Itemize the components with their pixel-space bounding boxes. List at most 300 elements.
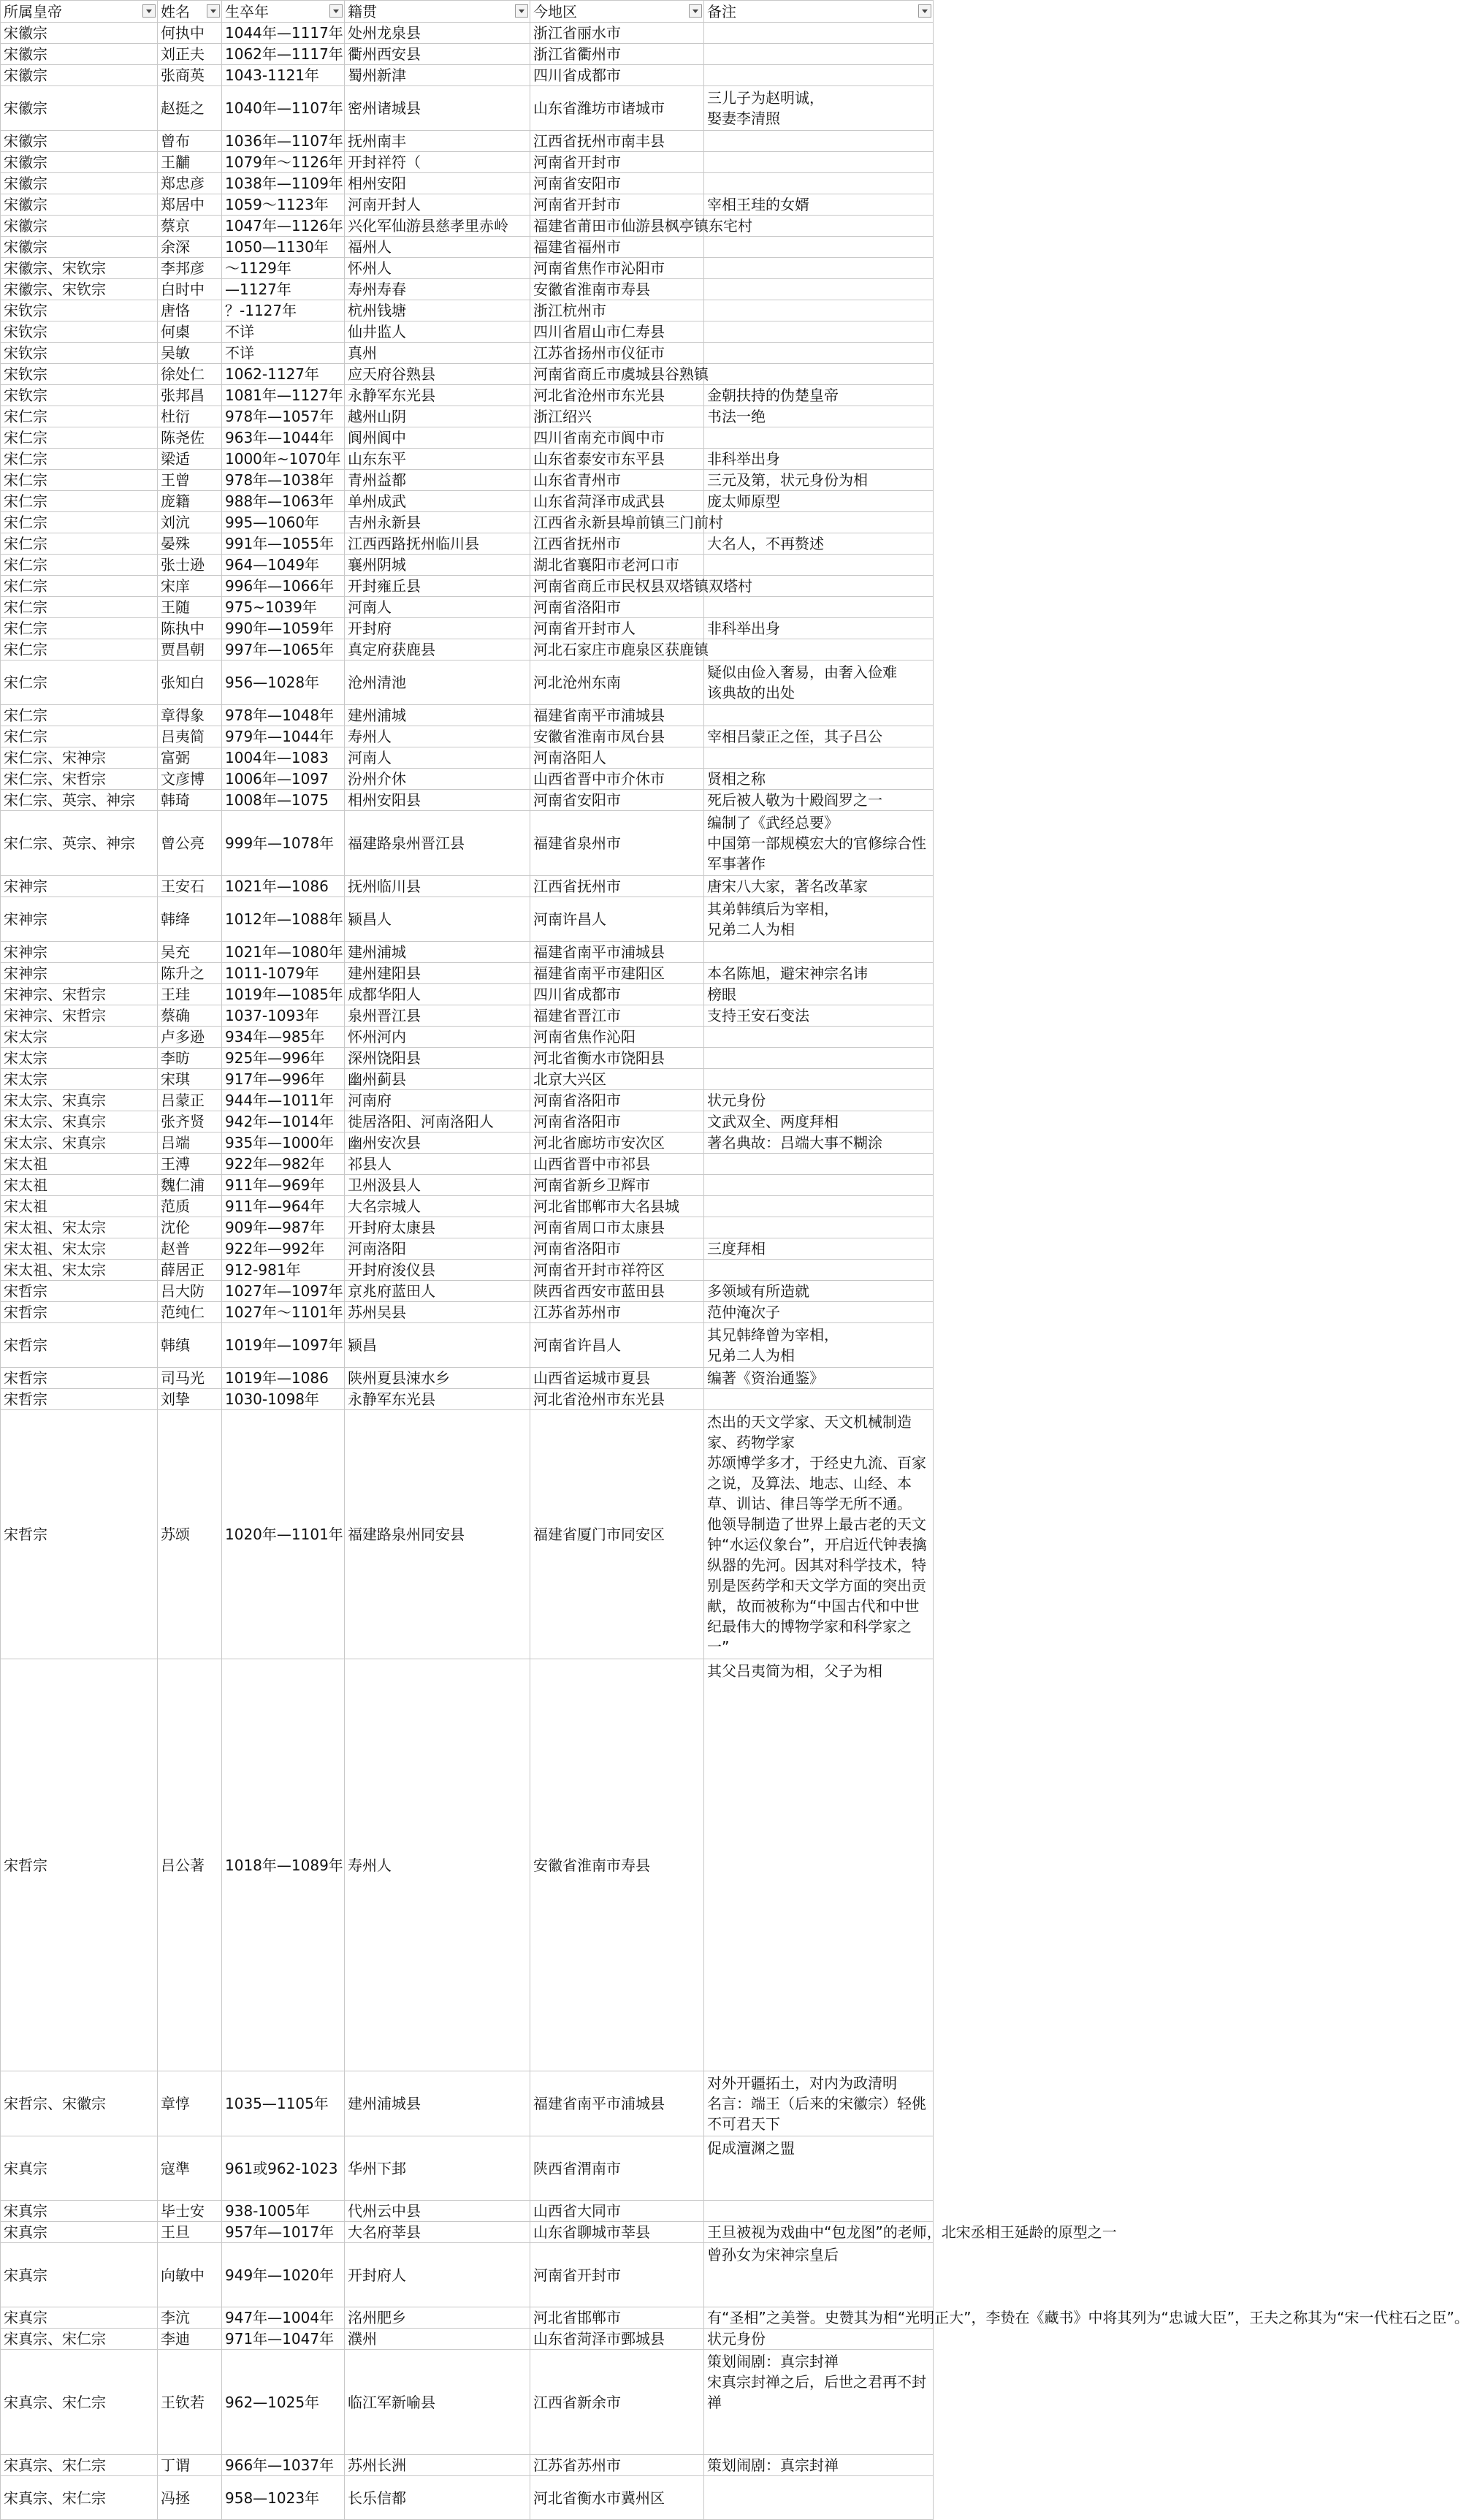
table-row[interactable]	[1, 2071, 934, 2136]
cell-hometown[interactable]: 颍昌	[345, 1323, 530, 1368]
cell-modern-region[interactable]: 河南洛阳人	[530, 747, 704, 769]
filter-dropdown-icon[interactable]	[689, 4, 702, 18]
cell-emperor[interactable]: 宋钦宗	[1, 385, 158, 406]
cell-name[interactable]: 吕公著	[158, 1659, 222, 2071]
cell-hometown[interactable]: 沧州清池	[345, 661, 530, 705]
cell-emperor[interactable]: 宋钦宗	[1, 300, 158, 321]
cell-hometown[interactable]: 洺州肥乡	[345, 2307, 530, 2329]
table-row[interactable]	[1, 86, 934, 131]
cell-remarks[interactable]	[704, 2476, 934, 2520]
cell-modern-region[interactable]: 河北省沧州市东光县	[530, 385, 704, 406]
cell-lifespan[interactable]: 958—1023年	[222, 2476, 345, 2520]
cell-modern-region[interactable]: 山西省晋中市祁县	[530, 1154, 704, 1175]
table-row[interactable]	[1, 2201, 934, 2222]
cell-lifespan[interactable]: 947年—1004年	[222, 2307, 345, 2329]
cell-name[interactable]: 张邦昌	[158, 385, 222, 406]
cell-lifespan[interactable]: 1011-1079年	[222, 963, 345, 984]
cell-remarks[interactable]	[704, 1069, 934, 1090]
cell-lifespan[interactable]: 944年—1011年	[222, 1090, 345, 1111]
cell-modern-region[interactable]: 浙江杭州市	[530, 300, 704, 321]
cell-emperor[interactable]: 宋神宗	[1, 963, 158, 984]
cell-emperor[interactable]: 宋真宗	[1, 2201, 158, 2222]
cell-emperor[interactable]: 宋哲宗	[1, 1302, 158, 1323]
cell-hometown[interactable]: 开封府太康县	[345, 1217, 530, 1238]
cell-modern-region[interactable]: 江西省永新县埠前镇三门前村	[530, 512, 704, 533]
cell-name[interactable]: 蔡京	[158, 216, 222, 237]
cell-emperor[interactable]: 宋哲宗	[1, 1368, 158, 1389]
table-row[interactable]	[1, 1260, 934, 1281]
cell-modern-region[interactable]: 四川省眉山市仁寿县	[530, 321, 704, 343]
cell-name[interactable]: 范纯仁	[158, 1302, 222, 1323]
cell-remarks[interactable]	[704, 555, 934, 576]
filter-dropdown-icon[interactable]	[515, 4, 528, 18]
cell-remarks[interactable]: 非科举出身	[704, 449, 934, 470]
cell-name[interactable]: 郑居中	[158, 194, 222, 216]
cell-modern-region[interactable]: 河南许昌人	[530, 897, 704, 942]
cell-name[interactable]: 曾公亮	[158, 811, 222, 876]
cell-remarks[interactable]: 文武双全、两度拜相	[704, 1111, 934, 1133]
cell-hometown[interactable]: 寿州寿春	[345, 279, 530, 300]
cell-lifespan[interactable]: 963年—1044年	[222, 427, 345, 449]
cell-lifespan[interactable]: 934年—985年	[222, 1027, 345, 1048]
cell-emperor[interactable]: 宋徽宗	[1, 194, 158, 216]
cell-modern-region[interactable]: 陕西省西安市蓝田县	[530, 1281, 704, 1302]
table-row[interactable]	[1, 1027, 934, 1048]
cell-name[interactable]: 宋庠	[158, 576, 222, 597]
cell-name[interactable]: 蔡确	[158, 1005, 222, 1027]
cell-remarks[interactable]	[704, 1389, 934, 1410]
cell-lifespan[interactable]: 1044年—1117年	[222, 23, 345, 44]
cell-remarks[interactable]	[704, 300, 934, 321]
cell-remarks[interactable]	[704, 1323, 934, 1368]
cell-emperor[interactable]: 宋太宗	[1, 1048, 158, 1069]
cell-name[interactable]: 张知白	[158, 661, 222, 705]
cell-hometown[interactable]: 苏州长洲	[345, 2455, 530, 2476]
cell-lifespan[interactable]: —1127年	[222, 279, 345, 300]
table-row[interactable]	[1, 897, 934, 942]
cell-name[interactable]: 毕士安	[158, 2201, 222, 2222]
cell-emperor[interactable]: 宋仁宗	[1, 406, 158, 427]
table-row[interactable]	[1, 1410, 934, 1659]
cell-lifespan[interactable]: 971年—1047年	[222, 2329, 345, 2350]
cell-hometown[interactable]: 越州山阴	[345, 406, 530, 427]
cell-emperor[interactable]: 宋真宗、宋仁宗	[1, 2329, 158, 2350]
table-row[interactable]	[1, 1389, 934, 1410]
cell-modern-region[interactable]: 江西省抚州市	[530, 876, 704, 897]
cell-modern-region[interactable]: 北京大兴区	[530, 1069, 704, 1090]
cell-hometown[interactable]: 吉州永新县	[345, 512, 530, 533]
cell-remarks[interactable]: 编著《资治通鉴》	[704, 1368, 934, 1389]
cell-remarks[interactable]: 宰相吕蒙正之侄，其子吕公	[704, 726, 934, 747]
cell-name[interactable]: 徐处仁	[158, 364, 222, 385]
cell-hometown[interactable]: 大名宗城人	[345, 1196, 530, 1217]
cell-hometown[interactable]: 长乐信都	[345, 2476, 530, 2520]
cell-name[interactable]: 司马光	[158, 1368, 222, 1389]
cell-hometown[interactable]: 福建路泉州晋江县	[345, 811, 530, 876]
cell-emperor[interactable]: 宋哲宗、宋徽宗	[1, 2071, 158, 2136]
table-row[interactable]	[1, 1217, 934, 1238]
cell-emperor[interactable]: 宋徽宗	[1, 23, 158, 44]
cell-lifespan[interactable]: 942年—1014年	[222, 1111, 345, 1133]
table-row[interactable]	[1, 1196, 934, 1217]
cell-emperor[interactable]: 宋徽宗	[1, 131, 158, 152]
cell-name[interactable]: 李迪	[158, 2329, 222, 2350]
cell-modern-region[interactable]: 河南省周口市太康县	[530, 1217, 704, 1238]
cell-hometown[interactable]: 仙井监人	[345, 321, 530, 343]
cell-modern-region[interactable]: 福建省晋江市	[530, 1005, 704, 1027]
cell-emperor[interactable]: 宋神宗	[1, 876, 158, 897]
cell-hometown[interactable]: 河南人	[345, 597, 530, 618]
cell-name[interactable]: 吴敏	[158, 343, 222, 364]
cell-name[interactable]: 李邦彦	[158, 258, 222, 279]
table-row[interactable]	[1, 300, 934, 321]
column-header-name[interactable]: 姓名	[158, 1, 222, 23]
table-row[interactable]	[1, 1281, 934, 1302]
cell-name[interactable]: 吕蒙正	[158, 1090, 222, 1111]
cell-lifespan[interactable]: 1018年—1089年	[222, 1659, 345, 2071]
cell-hometown[interactable]: 永静军东光县	[345, 1389, 530, 1410]
cell-modern-region[interactable]: 河南省焦作市沁阳市	[530, 258, 704, 279]
cell-emperor[interactable]: 宋太祖	[1, 1175, 158, 1196]
cell-lifespan[interactable]: 1062-1127年	[222, 364, 345, 385]
cell-hometown[interactable]: 兴化军仙游县慈孝里赤岭	[345, 216, 530, 237]
cell-lifespan[interactable]: 961或962-1023	[222, 2136, 345, 2201]
cell-lifespan[interactable]: 978年—1048年	[222, 705, 345, 726]
cell-remarks[interactable]	[704, 897, 934, 942]
cell-emperor[interactable]: 宋徽宗	[1, 44, 158, 65]
cell-remarks[interactable]: 大名人，不再赘述	[704, 533, 934, 555]
cell-name[interactable]: 刘挚	[158, 1389, 222, 1410]
cell-emperor[interactable]: 宋仁宗	[1, 618, 158, 639]
cell-remarks[interactable]	[704, 705, 934, 726]
cell-name[interactable]: 庞籍	[158, 491, 222, 512]
cell-remarks[interactable]: 王旦被视为戏曲中“包龙图”的老师，北宋丞相王延龄的原型之一	[704, 2222, 934, 2243]
cell-emperor[interactable]: 宋徽宗	[1, 173, 158, 194]
cell-emperor[interactable]: 宋真宗	[1, 2307, 158, 2329]
table-row[interactable]	[1, 23, 934, 44]
cell-hometown[interactable]: 单州成武	[345, 491, 530, 512]
cell-emperor[interactable]: 宋徽宗、宋钦宗	[1, 279, 158, 300]
cell-emperor[interactable]: 宋徽宗	[1, 237, 158, 258]
cell-emperor[interactable]: 宋太祖	[1, 1154, 158, 1175]
cell-emperor[interactable]: 宋神宗	[1, 942, 158, 963]
table-row[interactable]	[1, 597, 934, 618]
table-row[interactable]	[1, 44, 934, 65]
cell-name[interactable]: 晏殊	[158, 533, 222, 555]
cell-hometown[interactable]: 河南洛阳	[345, 1238, 530, 1260]
cell-modern-region[interactable]: 福建省南平市建阳区	[530, 963, 704, 984]
cell-modern-region[interactable]: 安徽省淮南市寿县	[530, 279, 704, 300]
cell-hometown[interactable]: 怀州河内	[345, 1027, 530, 1048]
cell-lifespan[interactable]: 956—1028年	[222, 661, 345, 705]
cell-modern-region[interactable]: 河南省商丘市虞城县谷熟镇	[530, 364, 704, 385]
cell-modern-region[interactable]: 浙江绍兴	[530, 406, 704, 427]
cell-modern-region[interactable]: 河南省洛阳市	[530, 1238, 704, 1260]
cell-hometown[interactable]: 成都华阳人	[345, 984, 530, 1005]
table-row[interactable]	[1, 1659, 934, 2071]
cell-modern-region[interactable]: 江苏省苏州市	[530, 2455, 704, 2476]
cell-name[interactable]: 刘沆	[158, 512, 222, 533]
cell-hometown[interactable]: 卫州汲县人	[345, 1175, 530, 1196]
cell-hometown[interactable]: 处州龙泉县	[345, 23, 530, 44]
cell-name[interactable]: 王旦	[158, 2222, 222, 2243]
cell-modern-region[interactable]: 江西省新余市	[530, 2350, 704, 2455]
cell-hometown[interactable]: 深州饶阳县	[345, 1048, 530, 1069]
cell-lifespan[interactable]: 1021年—1080年	[222, 942, 345, 963]
cell-hometown[interactable]: 泉州晋江县	[345, 1005, 530, 1027]
table-row[interactable]	[1, 427, 934, 449]
cell-lifespan[interactable]: 1000年~1070年	[222, 449, 345, 470]
cell-modern-region[interactable]: 河北沧州东南	[530, 661, 704, 705]
cell-emperor[interactable]: 宋哲宗	[1, 1410, 158, 1659]
cell-hometown[interactable]: 怀州人	[345, 258, 530, 279]
cell-hometown[interactable]: 颍昌人	[345, 897, 530, 942]
cell-emperor[interactable]: 宋徽宗	[1, 152, 158, 173]
cell-emperor[interactable]: 宋神宗、宋哲宗	[1, 1005, 158, 1027]
cell-remarks[interactable]	[704, 364, 934, 385]
table-row[interactable]	[1, 2222, 934, 2243]
cell-remarks[interactable]: 其父吕夷简为相，父子为相	[704, 1659, 934, 2071]
column-header-hometown[interactable]: 籍贯	[345, 1, 530, 23]
cell-name[interactable]: 魏仁浦	[158, 1175, 222, 1196]
cell-name[interactable]: 韩绛	[158, 897, 222, 942]
cell-hometown[interactable]: 抚州临川县	[345, 876, 530, 897]
cell-emperor[interactable]: 宋仁宗	[1, 491, 158, 512]
cell-name[interactable]: 苏颂	[158, 1410, 222, 1659]
cell-lifespan[interactable]: 912-981年	[222, 1260, 345, 1281]
cell-remarks[interactable]	[704, 237, 934, 258]
cell-name[interactable]: 王曾	[158, 470, 222, 491]
cell-hometown[interactable]: 襄州阴城	[345, 555, 530, 576]
cell-remarks[interactable]: 有“圣相”之美誉。史赞其为相“光明正大”，李贽在《藏书》中将其列为“忠诚大臣”，王夫之称其为“宋一代柱石之臣”。	[704, 2307, 934, 2329]
cell-hometown[interactable]: 真定府获鹿县	[345, 639, 530, 661]
cell-lifespan[interactable]: 1021年—1086	[222, 876, 345, 897]
cell-remarks[interactable]	[704, 2350, 934, 2455]
cell-remarks[interactable]: 贤相之称	[704, 769, 934, 790]
cell-remarks[interactable]: 庞太师原型	[704, 491, 934, 512]
cell-hometown[interactable]: 密州诸城县	[345, 86, 530, 131]
cell-hometown[interactable]: 开封雍丘县	[345, 576, 530, 597]
cell-remarks[interactable]: 曾孙女为宋神宗皇后	[704, 2243, 934, 2307]
cell-lifespan[interactable]: 1006年—1097	[222, 769, 345, 790]
cell-remarks[interactable]	[704, 2201, 934, 2222]
cell-hometown[interactable]: 永静军东光县	[345, 385, 530, 406]
cell-hometown[interactable]: 相州安阳县	[345, 790, 530, 811]
cell-modern-region[interactable]: 福建省厦门市同安区	[530, 1410, 704, 1659]
cell-lifespan[interactable]: 1004年—1083	[222, 747, 345, 769]
cell-remarks[interactable]	[704, 1410, 934, 1659]
cell-name[interactable]: 富弼	[158, 747, 222, 769]
cell-remarks[interactable]	[704, 44, 934, 65]
cell-hometown[interactable]: 代州云中县	[345, 2201, 530, 2222]
cell-name[interactable]: 韩缜	[158, 1323, 222, 1368]
cell-name[interactable]: 沈伦	[158, 1217, 222, 1238]
cell-modern-region[interactable]: 河南省商丘市民权县双塔镇双塔村	[530, 576, 704, 597]
cell-lifespan[interactable]: 922年—982年	[222, 1154, 345, 1175]
cell-hometown[interactable]: 江西西路抚州临川县	[345, 533, 530, 555]
cell-lifespan[interactable]: 1035—1105年	[222, 2071, 345, 2136]
cell-modern-region[interactable]: 四川省南充市阆中市	[530, 427, 704, 449]
cell-remarks[interactable]	[704, 1196, 934, 1217]
cell-remarks[interactable]	[704, 639, 934, 661]
cell-modern-region[interactable]: 山西省运城市夏县	[530, 1368, 704, 1389]
cell-lifespan[interactable]: 1019年—1085年	[222, 984, 345, 1005]
cell-lifespan[interactable]: 911年—969年	[222, 1175, 345, 1196]
cell-name[interactable]: 吕大防	[158, 1281, 222, 1302]
cell-modern-region[interactable]: 河南省安阳市	[530, 173, 704, 194]
cell-lifespan[interactable]: 1038年—1109年	[222, 173, 345, 194]
cell-lifespan[interactable]: 1062年—1117年	[222, 44, 345, 65]
cell-hometown[interactable]: 徙居洛阳、河南洛阳人	[345, 1111, 530, 1133]
cell-lifespan[interactable]: 966年—1037年	[222, 2455, 345, 2476]
cell-modern-region[interactable]: 江西省抚州市	[530, 533, 704, 555]
cell-modern-region[interactable]: 四川省成都市	[530, 65, 704, 86]
cell-hometown[interactable]: 寿州人	[345, 1659, 530, 2071]
cell-remarks[interactable]	[704, 279, 934, 300]
table-row[interactable]	[1, 876, 934, 897]
cell-name[interactable]: 曾布	[158, 131, 222, 152]
cell-lifespan[interactable]: 1050—1130年	[222, 237, 345, 258]
cell-lifespan[interactable]: 1020年—1101年	[222, 1410, 345, 1659]
cell-remarks[interactable]	[704, 321, 934, 343]
cell-remarks[interactable]	[704, 1217, 934, 1238]
cell-lifespan[interactable]: 1036年—1107年	[222, 131, 345, 152]
cell-remarks[interactable]: 促成澶渊之盟	[704, 2136, 934, 2201]
cell-remarks[interactable]	[704, 811, 934, 876]
cell-emperor[interactable]: 宋太祖	[1, 1196, 158, 1217]
cell-hometown[interactable]: 京兆府蓝田人	[345, 1281, 530, 1302]
column-header-modern-region[interactable]: 今地区	[530, 1, 704, 23]
cell-modern-region[interactable]: 河南省开封市	[530, 2243, 704, 2307]
cell-remarks[interactable]	[704, 258, 934, 279]
cell-remarks[interactable]	[704, 1260, 934, 1281]
table-row[interactable]	[1, 449, 934, 470]
table-row[interactable]	[1, 2329, 934, 2350]
cell-remarks[interactable]: 三元及第，状元身份为相	[704, 470, 934, 491]
cell-modern-region[interactable]: 河南省新乡卫辉市	[530, 1175, 704, 1196]
cell-hometown[interactable]: 幽州蓟县	[345, 1069, 530, 1090]
cell-hometown[interactable]: 真州	[345, 343, 530, 364]
cell-lifespan[interactable]: 978年—1057年	[222, 406, 345, 427]
cell-remarks[interactable]: 书法一绝	[704, 406, 934, 427]
cell-name[interactable]: 范质	[158, 1196, 222, 1217]
cell-emperor[interactable]: 宋仁宗	[1, 726, 158, 747]
cell-emperor[interactable]: 宋真宗	[1, 2222, 158, 2243]
table-row[interactable]	[1, 2350, 934, 2455]
table-row[interactable]	[1, 1238, 934, 1260]
cell-emperor[interactable]: 宋仁宗、英宗、神宗	[1, 811, 158, 876]
table-row[interactable]	[1, 1302, 934, 1323]
cell-hometown[interactable]: 建州浦城	[345, 942, 530, 963]
table-row[interactable]	[1, 747, 934, 769]
cell-emperor[interactable]: 宋太宗、宋真宗	[1, 1133, 158, 1154]
cell-lifespan[interactable]: 1027年～1101年	[222, 1302, 345, 1323]
cell-hometown[interactable]: 河南府	[345, 1090, 530, 1111]
table-row[interactable]	[1, 726, 934, 747]
table-row[interactable]	[1, 2243, 934, 2307]
table-row[interactable]	[1, 2136, 934, 2201]
cell-emperor[interactable]: 宋真宗、宋仁宗	[1, 2455, 158, 2476]
table-row[interactable]	[1, 343, 934, 364]
cell-emperor[interactable]: 宋仁宗、英宗、神宗	[1, 790, 158, 811]
table-row[interactable]	[1, 406, 934, 427]
cell-emperor[interactable]: 宋太宗	[1, 1027, 158, 1048]
cell-hometown[interactable]: 华州下邽	[345, 2136, 530, 2201]
cell-modern-region[interactable]: 河南省安阳市	[530, 790, 704, 811]
cell-emperor[interactable]: 宋徽宗	[1, 86, 158, 131]
cell-modern-region[interactable]: 河北省邯郸市大名县城	[530, 1196, 704, 1217]
cell-hometown[interactable]: 建州浦城	[345, 705, 530, 726]
cell-remarks[interactable]	[704, 661, 934, 705]
cell-hometown[interactable]: 福建路泉州同安县	[345, 1410, 530, 1659]
cell-lifespan[interactable]: 1019年—1097年	[222, 1323, 345, 1368]
cell-remarks[interactable]: 支持王安石变法	[704, 1005, 934, 1027]
cell-modern-region[interactable]: 河北省廊坊市安次区	[530, 1133, 704, 1154]
table-row[interactable]	[1, 491, 934, 512]
cell-name[interactable]: 何执中	[158, 23, 222, 44]
cell-remarks[interactable]: 榜眼	[704, 984, 934, 1005]
cell-emperor[interactable]: 宋太祖、宋太宗	[1, 1217, 158, 1238]
table-row[interactable]	[1, 65, 934, 86]
cell-emperor[interactable]: 宋仁宗	[1, 705, 158, 726]
cell-remarks[interactable]	[704, 131, 934, 152]
cell-name[interactable]: 章得象	[158, 705, 222, 726]
cell-lifespan[interactable]: 922年—992年	[222, 1238, 345, 1260]
cell-lifespan[interactable]: 不详	[222, 321, 345, 343]
cell-remarks[interactable]: 著名典故：吕端大事不糊涂	[704, 1133, 934, 1154]
cell-lifespan[interactable]: 1047年—1126年	[222, 216, 345, 237]
cell-emperor[interactable]: 宋太宗、宋真宗	[1, 1090, 158, 1111]
cell-modern-region[interactable]: 浙江省衢州市	[530, 44, 704, 65]
cell-emperor[interactable]: 宋仁宗	[1, 449, 158, 470]
cell-hometown[interactable]: 汾州介休	[345, 769, 530, 790]
cell-lifespan[interactable]: 911年—964年	[222, 1196, 345, 1217]
cell-lifespan[interactable]: 1019年—1086	[222, 1368, 345, 1389]
cell-lifespan[interactable]: 978年—1038年	[222, 470, 345, 491]
cell-modern-region[interactable]: 河南省焦作沁阳	[530, 1027, 704, 1048]
cell-hometown[interactable]: 衢州西安县	[345, 44, 530, 65]
cell-lifespan[interactable]: 1040年—1107年	[222, 86, 345, 131]
cell-lifespan[interactable]: 997年—1065年	[222, 639, 345, 661]
cell-hometown[interactable]: 山东东平	[345, 449, 530, 470]
cell-modern-region[interactable]: 河南省洛阳市	[530, 1090, 704, 1111]
cell-modern-region[interactable]: 河北石家庄市鹿泉区获鹿镇	[530, 639, 704, 661]
filter-dropdown-icon[interactable]	[207, 4, 220, 18]
table-row[interactable]	[1, 533, 934, 555]
table-row[interactable]	[1, 173, 934, 194]
cell-emperor[interactable]: 宋仁宗	[1, 470, 158, 491]
table-row[interactable]	[1, 1368, 934, 1389]
cell-name[interactable]: 吴充	[158, 942, 222, 963]
cell-emperor[interactable]: 宋钦宗	[1, 364, 158, 385]
cell-modern-region[interactable]: 山东省青州市	[530, 470, 704, 491]
cell-name[interactable]: 梁适	[158, 449, 222, 470]
cell-name[interactable]: 冯拯	[158, 2476, 222, 2520]
cell-emperor[interactable]: 宋仁宗	[1, 661, 158, 705]
cell-hometown[interactable]: 陕州夏县涑水乡	[345, 1368, 530, 1389]
cell-lifespan[interactable]: 1027年—1097年	[222, 1281, 345, 1302]
cell-modern-region[interactable]: 河北省衡水市饶阳县	[530, 1048, 704, 1069]
cell-lifespan[interactable]: 991年—1055年	[222, 533, 345, 555]
cell-modern-region[interactable]: 山西省大同市	[530, 2201, 704, 2222]
table-row[interactable]	[1, 769, 934, 790]
cell-remarks[interactable]	[704, 173, 934, 194]
cell-modern-region[interactable]: 河南省开封市	[530, 152, 704, 173]
cell-remarks[interactable]: 策划闹剧：真宗封禅	[704, 2455, 934, 2476]
cell-emperor[interactable]: 宋钦宗	[1, 343, 158, 364]
cell-name[interactable]: 刘正夫	[158, 44, 222, 65]
cell-name[interactable]: 王随	[158, 597, 222, 618]
